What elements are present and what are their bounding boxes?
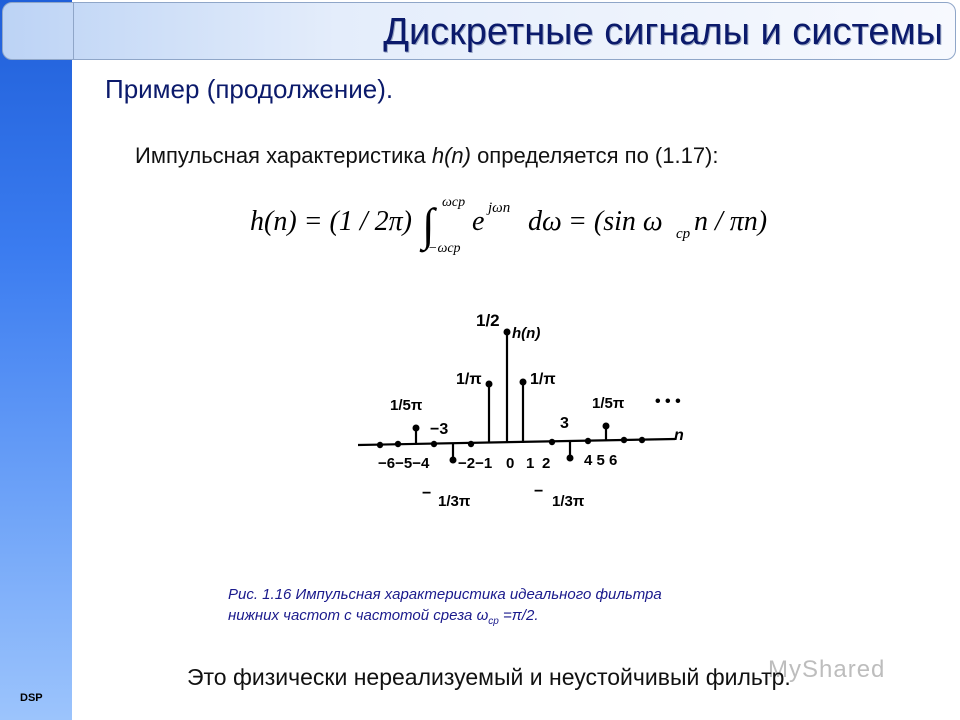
caption-line-2-suffix: =π/2. (498, 607, 539, 624)
sample-n3 (567, 455, 574, 462)
tick-labels-left: −6−5−4 (378, 455, 430, 472)
slide-subtitle: Пример (продолжение). (105, 74, 394, 104)
caption-line-2-prefix: нижних частот с частотой среза ω (228, 607, 489, 624)
slide-title: Дискретные сигналы и системы (383, 11, 943, 53)
caption-line-2 (228, 605, 788, 632)
intro-suffix: определяется по (1.17): (470, 143, 719, 168)
integral-sign: ∫ (422, 199, 435, 250)
sample-n5 (603, 423, 610, 430)
sample-n-minus5 (413, 425, 420, 432)
integrand: e (472, 206, 485, 237)
label-one-over-5pi-right: 1/5π (592, 395, 625, 412)
impulse-formula (250, 188, 790, 258)
label-minus-sign-left: − (422, 485, 432, 502)
label-h-of-n: h(n) (512, 325, 541, 342)
axis-label-n: n (674, 427, 684, 444)
watermark: МyShared (768, 656, 886, 683)
label-minus3: −3 (430, 421, 449, 438)
sample-n-minus2 (468, 441, 474, 447)
formula-rhs-sub: cp (676, 226, 691, 242)
intro-prefix: Импульсная характеристика (135, 143, 432, 168)
label-one-over-5pi-left: 1/5π (390, 397, 423, 414)
integrand-exponent: jωn (488, 200, 511, 216)
sample-n7 (639, 437, 645, 443)
title-band (2, 2, 956, 60)
figure-caption (228, 584, 788, 632)
integral-upper: ωcp (442, 195, 466, 210)
label-one-over-3pi-right: 1/3π (552, 493, 585, 510)
side-bar (0, 0, 72, 720)
differential: dω (528, 206, 562, 237)
caption-line-1: Рис. 1.16 Импульсная характеристика идеального фильтра (228, 586, 662, 603)
footer-label: DSP (20, 692, 43, 704)
intro-text (135, 143, 719, 169)
tick-label-0: 0 (506, 455, 515, 472)
sample-n-minus3 (450, 457, 457, 464)
sample-n0 (504, 329, 511, 336)
continuation-dots: • • • (655, 393, 681, 410)
integral-lower: −ωcp (428, 241, 461, 256)
intro-variable: h(n) (431, 143, 471, 168)
sample-n-minus7 (395, 441, 401, 447)
label-top-half: 1/2 (476, 311, 500, 330)
n-axis (358, 439, 675, 445)
sample-n2 (549, 439, 555, 445)
formula-rhs-close: n / πn) (694, 206, 768, 237)
label-one-over-pi-left: 1/π (456, 371, 482, 388)
label-one-over-pi-right: 1/π (530, 371, 556, 388)
label-one-over-3pi-left: 1/3π (438, 493, 471, 510)
sample-n1 (520, 379, 527, 386)
conclusion-text: Это физически нереализуемый и неустойчивый фильтр. (187, 664, 791, 690)
sample-n-minus6 (377, 442, 383, 448)
tick-labels-right: 4 5 6 (584, 452, 618, 469)
caption-line-2-sub: ср (488, 616, 499, 627)
tick-label-1: 1 (526, 455, 535, 472)
tick-label-2: 2 (542, 455, 551, 472)
formula-lhs: h(n) = (1 / 2π) (250, 206, 412, 237)
label-3: 3 (560, 415, 569, 432)
title-divider (73, 3, 74, 59)
sample-n4 (585, 438, 591, 444)
formula-rhs-open: = (sin ω (568, 206, 663, 237)
impulse-response-figure (340, 300, 720, 530)
label-minus-sign-right: − (534, 483, 544, 500)
sample-n-minus1 (486, 381, 493, 388)
sample-n-minus4 (431, 441, 437, 447)
sample-n6 (621, 437, 627, 443)
tick-labels-mid: −2−1 (458, 455, 493, 472)
